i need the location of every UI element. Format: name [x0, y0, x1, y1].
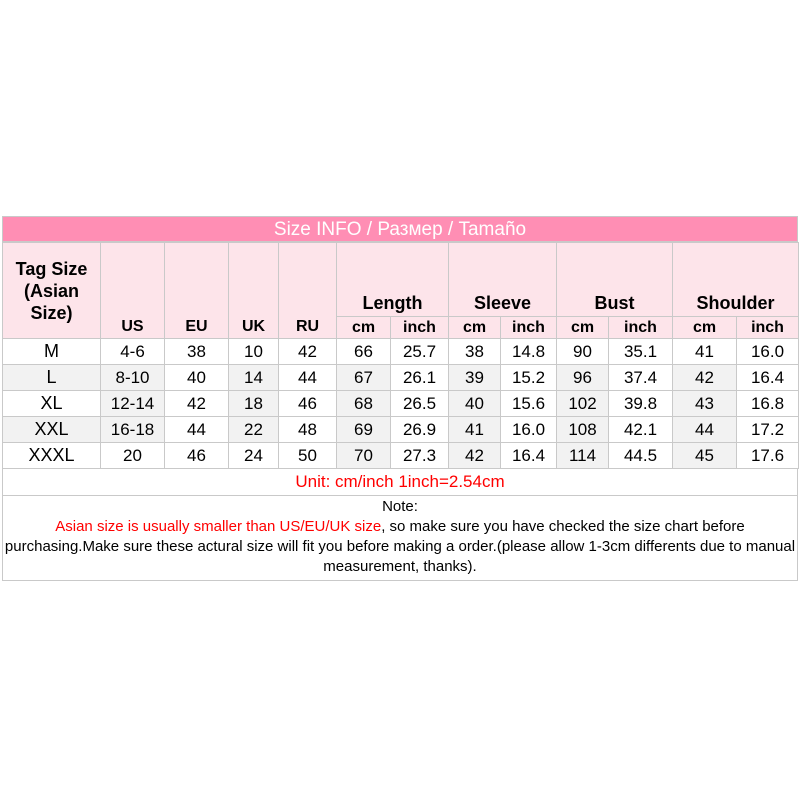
- note-warning: Asian size is usually smaller than US/EU/UK size: [55, 518, 382, 535]
- cell-us: 4-6: [101, 339, 165, 365]
- table-row: [3, 365, 799, 391]
- cell-uk: 18: [229, 391, 279, 417]
- header-length-inch: inch: [391, 317, 449, 339]
- header-eu: EU: [165, 243, 229, 339]
- cell-us: 8-10: [101, 365, 165, 391]
- header-ru: RU: [279, 243, 337, 339]
- cell-us: 16-18: [101, 417, 165, 443]
- cell-eu: 46: [165, 443, 229, 469]
- cell-uk: 22: [229, 417, 279, 443]
- cell-size: XXL: [3, 417, 101, 443]
- note-box: [3, 496, 797, 580]
- cell-ru: 42: [279, 339, 337, 365]
- header-sleeve-inch: inch: [501, 317, 557, 339]
- cell-length-cm: 68: [337, 391, 391, 417]
- cell-sleeve-cm: 42: [449, 443, 501, 469]
- cell-shoulder-cm: 42: [673, 365, 737, 391]
- cell-sleeve-inch: 14.8: [501, 339, 557, 365]
- table-row: [3, 443, 799, 469]
- header-bust-inch: inch: [609, 317, 673, 339]
- header-length-cm: cm: [337, 317, 391, 339]
- cell-sleeve-cm: 41: [449, 417, 501, 443]
- cell-shoulder-inch: 16.0: [737, 339, 799, 365]
- header-tag-line-3: Size): [30, 302, 73, 323]
- table-row: [3, 339, 799, 365]
- cell-us: 12-14: [101, 391, 165, 417]
- cell-sleeve-inch: 16.0: [501, 417, 557, 443]
- note-label: Note:: [382, 498, 418, 515]
- cell-bust-inch: 39.8: [609, 391, 673, 417]
- cell-bust-cm: 114: [557, 443, 609, 469]
- cell-length-inch: 25.7: [391, 339, 449, 365]
- cell-bust-inch: 42.1: [609, 417, 673, 443]
- cell-eu: 42: [165, 391, 229, 417]
- header-length: Length: [337, 243, 449, 317]
- cell-ru: 50: [279, 443, 337, 469]
- size-table: [2, 242, 799, 469]
- header-shoulder-inch: inch: [737, 317, 799, 339]
- header-uk: UK: [229, 243, 279, 339]
- cell-bust-cm: 90: [557, 339, 609, 365]
- unit-note: Unit: cm/inch 1inch=2.54cm: [3, 469, 797, 496]
- cell-uk: 24: [229, 443, 279, 469]
- size-chart: [2, 216, 798, 581]
- cell-size: XL: [3, 391, 101, 417]
- header-sleeve: Sleeve: [449, 243, 557, 317]
- header-tag-size: [3, 243, 101, 339]
- cell-length-inch: 27.3: [391, 443, 449, 469]
- header-shoulder-cm: cm: [673, 317, 737, 339]
- cell-shoulder-inch: 17.6: [737, 443, 799, 469]
- cell-eu: 44: [165, 417, 229, 443]
- cell-bust-inch: 37.4: [609, 365, 673, 391]
- header-sleeve-cm: cm: [449, 317, 501, 339]
- note-text: , so make sure you have checked the size chart before purchasing.Make sure these actural size will fit you before making a order.(please allow 1-3cm differents due to manual measurement, thanks).: [4, 518, 796, 575]
- cell-length-inch: 26.1: [391, 365, 449, 391]
- header-bust: Bust: [557, 243, 673, 317]
- cell-shoulder-cm: 44: [673, 417, 737, 443]
- cell-ru: 44: [279, 365, 337, 391]
- cell-shoulder-cm: 43: [673, 391, 737, 417]
- chart-title: Size INFO / Размер / Tamaño: [2, 216, 798, 242]
- cell-bust-inch: 44.5: [609, 443, 673, 469]
- cell-length-cm: 70: [337, 443, 391, 469]
- cell-length-cm: 66: [337, 339, 391, 365]
- cell-ru: 48: [279, 417, 337, 443]
- cell-uk: 10: [229, 339, 279, 365]
- cell-eu: 38: [165, 339, 229, 365]
- cell-size: M: [3, 339, 101, 365]
- cell-shoulder-inch: 16.8: [737, 391, 799, 417]
- chart-footer: [2, 469, 798, 581]
- table-row: [3, 417, 799, 443]
- cell-bust-cm: 102: [557, 391, 609, 417]
- cell-ru: 46: [279, 391, 337, 417]
- cell-size: XXXL: [3, 443, 101, 469]
- cell-length-inch: 26.5: [391, 391, 449, 417]
- cell-eu: 40: [165, 365, 229, 391]
- cell-shoulder-inch: 17.2: [737, 417, 799, 443]
- cell-uk: 14: [229, 365, 279, 391]
- header-shoulder: Shoulder: [673, 243, 799, 317]
- cell-shoulder-inch: 16.4: [737, 365, 799, 391]
- cell-shoulder-cm: 41: [673, 339, 737, 365]
- cell-sleeve-cm: 40: [449, 391, 501, 417]
- cell-shoulder-cm: 45: [673, 443, 737, 469]
- note-body: [3, 517, 797, 577]
- header-us: US: [101, 243, 165, 339]
- header-tag-line-1: Tag Size: [15, 258, 88, 279]
- cell-sleeve-inch: 15.2: [501, 365, 557, 391]
- cell-sleeve-cm: 39: [449, 365, 501, 391]
- cell-sleeve-cm: 38: [449, 339, 501, 365]
- cell-us: 20: [101, 443, 165, 469]
- cell-length-inch: 26.9: [391, 417, 449, 443]
- table-row: [3, 391, 799, 417]
- cell-length-cm: 69: [337, 417, 391, 443]
- header-tag-line-2: (Asian: [23, 280, 79, 301]
- cell-sleeve-inch: 16.4: [501, 443, 557, 469]
- cell-size: L: [3, 365, 101, 391]
- cell-bust-cm: 108: [557, 417, 609, 443]
- cell-length-cm: 67: [337, 365, 391, 391]
- cell-bust-cm: 96: [557, 365, 609, 391]
- header-bust-cm: cm: [557, 317, 609, 339]
- cell-bust-inch: 35.1: [609, 339, 673, 365]
- cell-sleeve-inch: 15.6: [501, 391, 557, 417]
